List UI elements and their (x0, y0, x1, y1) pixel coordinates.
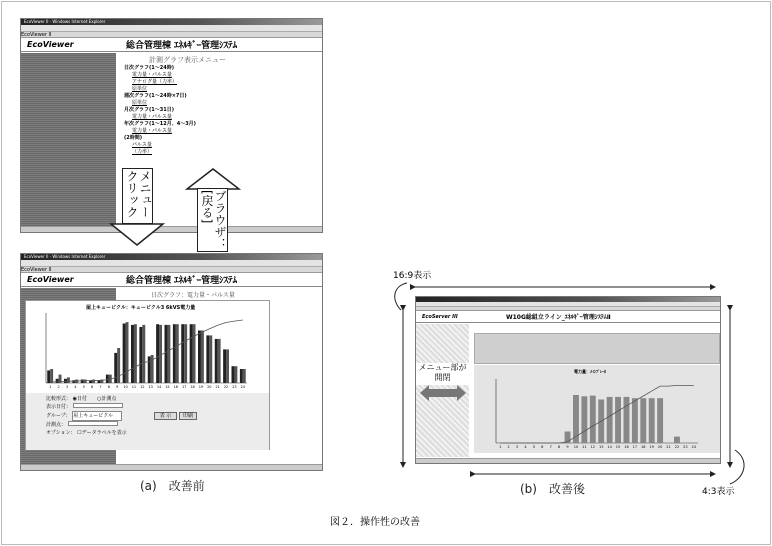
status-bar (21, 226, 322, 232)
menu-link[interactable]: 電力量・パルス量 (132, 72, 172, 78)
x-tick-label: 14 (607, 445, 612, 449)
x-tick-label: 6 (541, 445, 544, 449)
menu-heading: (2時間) (124, 135, 143, 141)
bar (223, 349, 226, 383)
figure-caption: 図２．操作性の改善 (330, 517, 420, 528)
before-menu-screenshot (20, 18, 323, 233)
system-title: 総合管理棟 ｴﾈﾙｷﾞｰ管理ｼｽﾃﾑ (126, 41, 238, 51)
x-tick-label: 4 (524, 445, 527, 449)
bar (240, 369, 243, 383)
bar (56, 379, 59, 383)
logo: EcoServer III (422, 313, 458, 320)
x-tick-label: 10 (573, 445, 579, 449)
menu-link[interactable]: 電力量・パルス量 (132, 114, 172, 120)
x-tick-label: 14 (156, 385, 162, 389)
x-tick-label: 3 (65, 385, 69, 389)
x-tick-label: 16 (624, 445, 629, 449)
menu-click-arrow (122, 168, 153, 224)
browser-titlebar: EcoViewer II - Windows Internet Explorer (21, 19, 322, 25)
bar (64, 379, 67, 383)
x-tick-label: 5 (82, 385, 85, 389)
down-arrow-head-icon (109, 223, 165, 247)
x-tick-label: 4 (74, 385, 77, 389)
menu-link[interactable]: 原単位 (132, 100, 148, 106)
browser-tab: EcoViewer II (21, 32, 322, 38)
x-tick-label: 10 (123, 385, 128, 389)
bar (142, 325, 145, 383)
bar (201, 331, 204, 384)
menu-toggle-label: メニュー部が開閉 (416, 363, 469, 385)
up-arrow-head-icon (185, 168, 241, 190)
bar (184, 324, 187, 383)
data-label-checkbox[interactable]: データラベルを表示 (81, 430, 127, 436)
menu-click-label: メニュークリック (125, 170, 152, 218)
bar (215, 339, 218, 383)
bar (193, 324, 196, 383)
option-label: オプション： (46, 430, 76, 436)
graph-menu (124, 65, 196, 156)
bar (209, 335, 212, 383)
x-tick-label: 23 (232, 385, 237, 389)
system-title: 総合管理棟 ｴﾈﾙｷﾞｰ管理ｼｽﾃﾑ (126, 276, 238, 286)
menu-link[interactable]: アナログ量（力率） (132, 79, 178, 85)
bar (190, 324, 193, 383)
menu-heading: 月次グラフ(1～31日) (124, 107, 175, 113)
bar (181, 324, 184, 383)
menu-link[interactable]: パルス量 (132, 142, 152, 148)
bar (114, 353, 117, 383)
dimension-arrows (385, 270, 770, 500)
bar (206, 335, 209, 383)
x-tick-label: 15 (165, 385, 170, 389)
status-bar (21, 464, 322, 470)
x-tick-label: 6 (90, 385, 94, 389)
x-tick-label: 9 (566, 445, 569, 449)
menu-heading: 週次グラフ(1～24時×7日) (124, 93, 187, 99)
compare-label: 比較形式： (46, 396, 72, 402)
bar (84, 380, 87, 384)
graph-panel (25, 300, 270, 450)
menu-heading: 日次グラフ(1～24時) (124, 65, 175, 71)
x-tick-label: 16 (173, 385, 179, 389)
x-tick-label: 9 (116, 385, 119, 389)
label-4-3: 4:3表示 (702, 487, 735, 497)
menu-title: 計測グラフ表示メニュー (149, 56, 226, 64)
caption-a: (a) 改善前 (140, 479, 205, 493)
x-tick-label: 19 (198, 385, 204, 389)
browser-back-arrow (197, 188, 228, 252)
address-bar (21, 260, 322, 267)
chart-a (26, 309, 269, 391)
browser-titlebar: EcoViewer II - Windows Internet Explorer (21, 254, 322, 260)
bar (173, 324, 176, 383)
bar (47, 370, 50, 383)
bar (139, 327, 142, 383)
x-tick-label: 1 (499, 445, 502, 449)
group-label: グループ： (46, 413, 71, 419)
x-tick-label: 2 (57, 385, 60, 389)
group-select[interactable]: 屋上キュービクル (72, 411, 122, 421)
x-tick-label: 23 (683, 445, 688, 449)
bar (131, 325, 134, 383)
x-tick-label: 12 (590, 445, 596, 449)
menu-link[interactable]: 原単位 (132, 86, 148, 92)
bar (232, 366, 235, 383)
x-tick-label: 15 (615, 445, 621, 449)
x-tick-label: 7 (99, 385, 102, 389)
bar (72, 380, 75, 383)
app-header (21, 273, 322, 287)
menu-heading: 年次グラフ(1～12月、4～3月) (124, 121, 196, 127)
bar (234, 366, 237, 383)
print-button[interactable]: 印刷 (179, 412, 197, 420)
cumulative-line (50, 320, 243, 382)
bar (167, 325, 170, 383)
bar (218, 339, 221, 383)
caption-b: (b) 改善後 (520, 482, 585, 496)
bar (106, 375, 109, 383)
bar (176, 324, 179, 383)
address-bar (21, 25, 322, 32)
system-title: W10G総組立ライン_ｴﾈﾙｷﾞｰ管理ｼｽﾃﾑⅡ (506, 314, 611, 321)
bar (156, 324, 159, 383)
x-tick-label: 2 (507, 445, 510, 449)
radio-point[interactable]: 計測点 (101, 396, 117, 402)
x-tick-label: 17 (181, 385, 187, 389)
bar (148, 356, 151, 383)
x-tick-label: 18 (641, 445, 646, 449)
bar (67, 377, 70, 383)
x-tick-label: 13 (148, 385, 153, 389)
graph-page-title: 日次グラフ：電力量・パルス量 (151, 292, 235, 299)
before-graph-screenshot (20, 253, 323, 471)
graph-form: 比較形式： ◉日付 ○計測点 表示日付： グループ： 屋上キュービクル 表 示 印刷 計測点： オプション： ☐データラベルを表示 (26, 393, 269, 450)
x-tick-label: 21 (666, 445, 671, 449)
x-tick-label: 22 (674, 445, 680, 449)
point-select[interactable] (68, 421, 118, 426)
x-tick-label: 11 (582, 445, 587, 449)
x-tick-label: 3 (515, 445, 519, 449)
bar (165, 325, 168, 383)
show-button[interactable]: 表 示 (154, 412, 178, 420)
bar (126, 322, 129, 383)
menu-link[interactable]: 電力量・パルス量 (132, 128, 172, 134)
menu-link[interactable]: （力率） (132, 149, 153, 155)
x-tick-label: 7 (549, 445, 552, 449)
x-tick-label: 21 (215, 385, 220, 389)
x-tick-label: 20 (207, 385, 212, 389)
date-select[interactable] (73, 403, 123, 408)
bar (243, 369, 246, 383)
x-tick-label: 5 (532, 445, 535, 449)
app-header (21, 38, 322, 52)
x-tick-label: 18 (190, 385, 195, 389)
chart-title: 屋上キュービクル：キュービクル3 6kVS電力量 (86, 305, 196, 311)
logo: EcoViewer (27, 40, 74, 49)
bar (198, 331, 201, 384)
point-label: 計測点： (46, 422, 67, 428)
date-label: 表示日付： (46, 404, 72, 410)
x-tick-label: 17 (632, 445, 638, 449)
x-tick-label: 12 (140, 385, 145, 389)
sidebar (21, 53, 116, 226)
x-tick-label: 8 (558, 445, 561, 449)
browser-tab: EcoViewer II (21, 267, 322, 273)
browser-back-label: ブラウザ：[戻る] (200, 190, 227, 250)
bar (159, 325, 162, 383)
x-tick-label: 19 (649, 445, 654, 449)
x-tick-label: 1 (49, 385, 52, 389)
bar (117, 348, 120, 383)
x-tick-label: 24 (691, 445, 697, 449)
bar (92, 380, 95, 384)
x-tick-label: 22 (223, 385, 229, 389)
x-tick-label: 13 (598, 445, 604, 449)
logo: EcoViewer (27, 275, 74, 284)
x-tick-label: 11 (131, 385, 137, 389)
bar (50, 369, 53, 383)
radio-date[interactable]: 日付 (76, 396, 87, 402)
bar (134, 324, 137, 383)
bar (226, 349, 229, 383)
label-16-9: 16:9表示 (393, 271, 432, 281)
x-tick-label: 24 (240, 385, 246, 389)
x-tick-label: 8 (107, 385, 110, 389)
chart-title: 電力量：ﾒｲﾝﾌﾞﾚｰｶ (574, 369, 606, 374)
x-tick-label: 20 (657, 445, 663, 449)
